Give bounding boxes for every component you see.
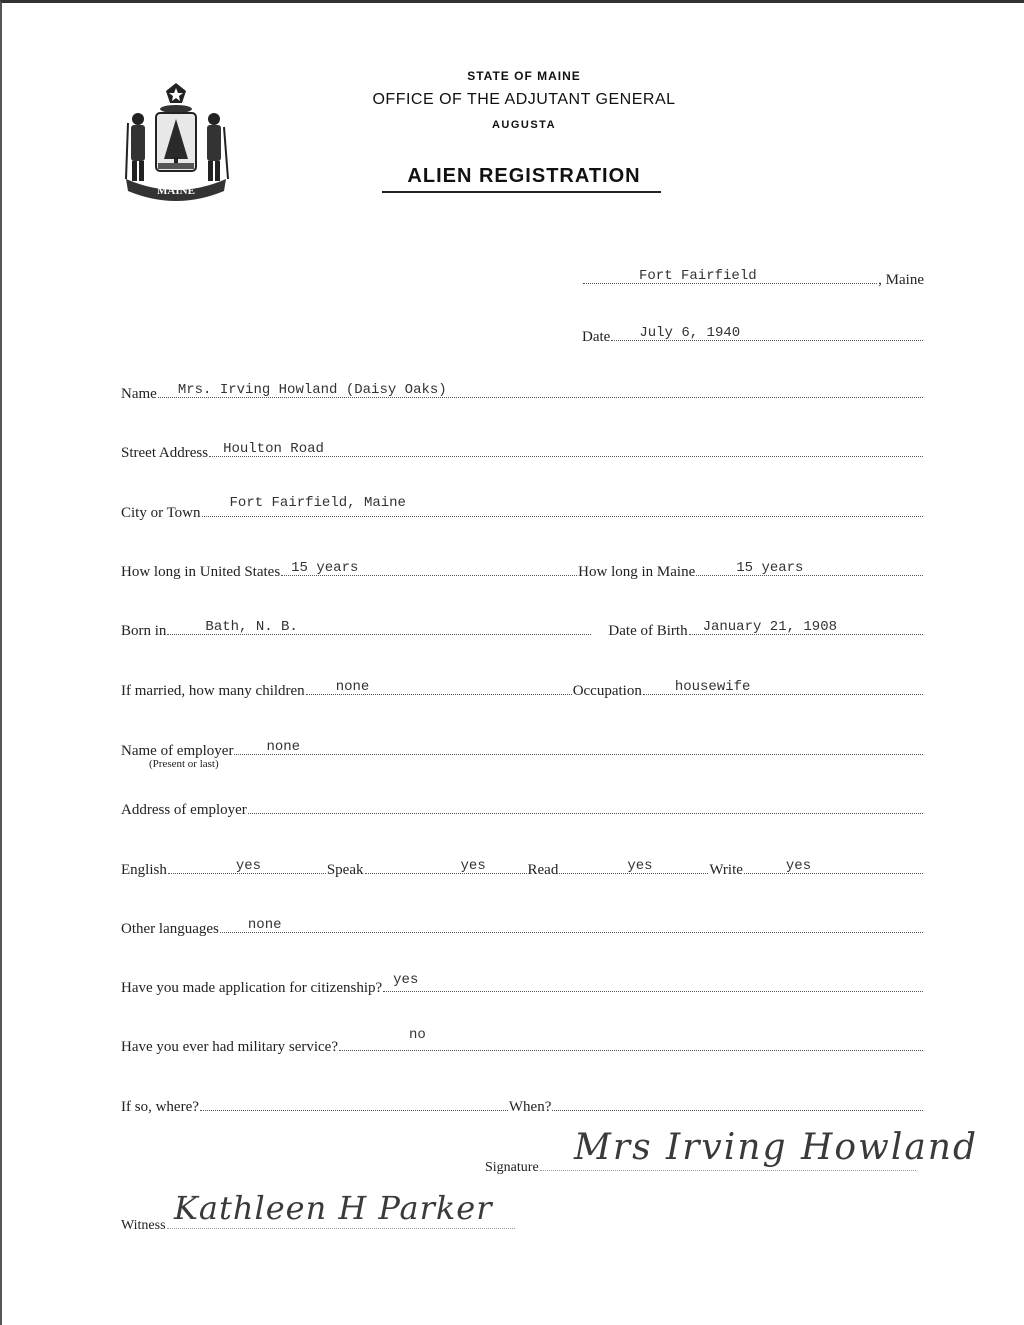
write-value: yes [785, 858, 812, 874]
other-languages-row [121, 918, 924, 938]
english-field[interactable] [168, 859, 326, 874]
maine-duration-field[interactable] [696, 561, 923, 576]
street-value: Houlton Road [223, 441, 324, 457]
signature-label: Signature [485, 1160, 539, 1175]
dob-label: Date of Birth [608, 623, 688, 639]
street-row [121, 442, 924, 462]
english-label: English [121, 862, 167, 878]
date-row [582, 326, 924, 346]
state-heading: STATE OF MAINE [467, 69, 581, 83]
place-suffix: , Maine [878, 272, 924, 288]
military-row [121, 1027, 924, 1056]
when-field[interactable] [552, 1096, 923, 1111]
employer-value: none [266, 739, 301, 755]
citizenship-row [121, 972, 924, 997]
military-field[interactable] [339, 1027, 923, 1051]
us-duration-value: 15 years [291, 560, 359, 576]
street-field[interactable] [209, 442, 923, 457]
name-row [121, 383, 924, 403]
occupation-value: housewife [674, 679, 751, 695]
children-field[interactable] [306, 680, 572, 695]
military-label: Have you ever had military service? [121, 1039, 338, 1055]
other-languages-value: none [247, 917, 282, 933]
dob-field[interactable] [689, 620, 923, 635]
write-label: Write [709, 862, 743, 878]
where-label: If so, where? [121, 1099, 199, 1115]
maine-duration-label: How long in Maine [578, 564, 696, 580]
birth-row [121, 620, 924, 640]
city-row [121, 495, 924, 522]
place-field[interactable] [583, 269, 877, 284]
employer-field[interactable] [234, 740, 923, 755]
born-in-field[interactable] [167, 620, 591, 635]
employer-label: Name of employer [121, 743, 234, 759]
date-label: Date [582, 329, 611, 345]
speak-label: Speak [326, 862, 364, 878]
employer-address-field[interactable] [248, 799, 923, 814]
employer-address-row [121, 799, 924, 819]
occupation-field[interactable] [643, 680, 923, 695]
witness-value: Kathleen H Parker [174, 1189, 493, 1227]
title-underline [382, 191, 661, 193]
family-row [121, 680, 924, 700]
read-label: Read [527, 862, 559, 878]
street-label: Street Address [121, 445, 209, 461]
service-location-row [121, 1096, 924, 1116]
when-label: When? [508, 1099, 552, 1115]
occupation-label: Occupation [572, 683, 642, 699]
seal-banner-text: MAINE [157, 185, 195, 197]
name-field[interactable] [158, 383, 923, 398]
us-duration-label: How long in United States [121, 564, 281, 580]
dob-value: January 21, 1908 [702, 619, 837, 635]
language-ability-row [121, 859, 924, 879]
other-languages-field[interactable] [220, 918, 923, 933]
employer-address-label: Address of employer [121, 802, 247, 818]
citizenship-label: Have you made application for citizenship? [121, 980, 383, 996]
city-field[interactable] [202, 495, 923, 517]
office-heading: OFFICE OF THE ADJUTANT GENERAL [372, 91, 676, 108]
form-title: ALIEN REGISTRATION [407, 165, 641, 187]
date-field[interactable] [611, 326, 923, 341]
citizenship-value: yes [393, 972, 419, 988]
name-value: Mrs. Irving Howland (Daisy Oaks) [177, 382, 447, 398]
employer-sublabel: (Present or last) [149, 758, 219, 770]
employer-row [121, 740, 924, 760]
read-value: yes [627, 858, 653, 874]
citizenship-field[interactable] [383, 972, 923, 992]
city-heading: AUGUSTA [491, 119, 557, 131]
children-label: If married, how many children [121, 683, 305, 699]
born-in-value: Bath, N. B. [205, 619, 298, 635]
maine-duration-value: 15 years [736, 560, 804, 576]
name-label: Name [121, 386, 157, 402]
us-duration-field[interactable] [281, 561, 577, 576]
date-value: July 6, 1940 [639, 325, 741, 341]
english-value: yes [235, 858, 262, 874]
write-field[interactable] [744, 859, 923, 874]
place-value: Fort Fairfield [639, 268, 757, 284]
read-field[interactable] [559, 859, 708, 874]
signature-value: Mrs Irving Howland [574, 1127, 979, 1168]
children-value: none [335, 679, 370, 695]
duration-row [121, 561, 924, 581]
place-row [582, 269, 924, 289]
city-value: Fort Fairfield, Maine [229, 495, 406, 511]
born-in-label: Born in [121, 623, 167, 639]
speak-value: yes [460, 858, 486, 874]
other-languages-label: Other languages [121, 921, 219, 937]
military-value: no [409, 1027, 426, 1043]
where-field[interactable] [200, 1096, 508, 1111]
city-label: City or Town [121, 505, 201, 521]
speak-field[interactable] [365, 859, 527, 874]
witness-label: Witness [121, 1218, 166, 1233]
